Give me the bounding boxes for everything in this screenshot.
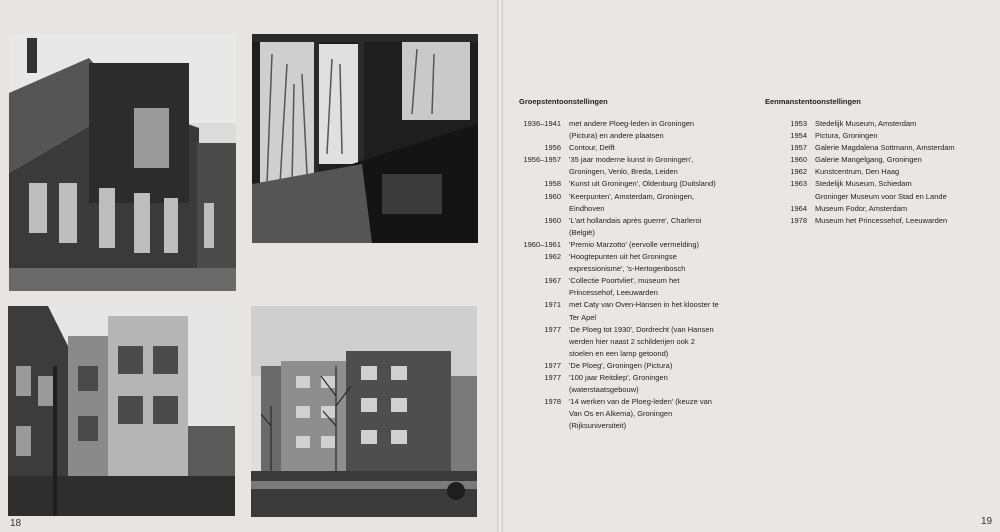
exhibition-row bbox=[765, 130, 1000, 142]
exhibition-row bbox=[519, 154, 769, 166]
exhibition-row bbox=[519, 408, 769, 420]
exhibition-year bbox=[765, 191, 807, 203]
group-exhibitions-list bbox=[519, 118, 769, 432]
exhibition-year bbox=[519, 263, 561, 275]
exhibition-text: werden hier naast 2 schilderijen ook 2 bbox=[569, 336, 695, 346]
exhibition-row bbox=[519, 203, 769, 215]
exhibition-text: expressionisme', 's-Hertogenbosch bbox=[569, 264, 686, 274]
exhibition-text: Museum het Princessehof, Leeuwarden bbox=[815, 215, 948, 225]
exhibition-year: 1953 bbox=[790, 119, 807, 128]
exhibition-text: met Caty van Oven-Hansen in het klooster te bbox=[569, 300, 719, 310]
photo-brick-house bbox=[9, 33, 236, 291]
exhibition-row bbox=[765, 154, 1000, 166]
exhibition-year: 1977 bbox=[544, 324, 561, 334]
exhibition-year: 1978 bbox=[544, 397, 561, 407]
exhibition-text: Eindhoven bbox=[569, 203, 605, 213]
exhibition-row bbox=[519, 178, 769, 190]
exhibition-text: Ter Apel bbox=[569, 312, 597, 322]
exhibition-year: 1963 bbox=[790, 179, 807, 189]
exhibition-year: 1960 bbox=[544, 191, 561, 201]
exhibition-text: (Rijksuniversiteit) bbox=[569, 421, 627, 431]
exhibition-row bbox=[519, 118, 769, 130]
exhibition-row bbox=[519, 251, 769, 263]
exhibition-row bbox=[519, 275, 769, 287]
exhibition-year bbox=[519, 166, 561, 178]
exhibition-row bbox=[519, 324, 769, 336]
exhibition-year: 1962 bbox=[790, 167, 807, 177]
exhibition-year: 1958 bbox=[544, 179, 561, 189]
page-number-left: 18 bbox=[10, 518, 22, 529]
exhibition-year bbox=[519, 227, 561, 239]
exhibition-row bbox=[765, 215, 1000, 227]
photo-street-houses bbox=[8, 306, 235, 516]
exhibition-text: stoelen en een lamp getoond) bbox=[569, 348, 669, 358]
exhibition-row bbox=[765, 142, 1000, 154]
exhibition-text: 'De Ploeg tot 1930', Dordrecht (van Hansen bbox=[569, 324, 714, 334]
exhibition-row bbox=[519, 263, 769, 275]
exhibition-row bbox=[519, 299, 769, 311]
exhibition-row bbox=[519, 372, 769, 384]
right-page bbox=[503, 0, 1000, 532]
exhibition-text: Contour, Delft bbox=[569, 143, 615, 153]
exhibition-row bbox=[519, 130, 769, 142]
exhibition-text: 'Hoogtepunten uit het Groningse bbox=[569, 252, 677, 262]
exhibition-year: 1962 bbox=[544, 252, 561, 262]
exhibition-row bbox=[519, 239, 769, 251]
exhibition-year: 1978 bbox=[790, 215, 807, 225]
exhibition-text: 'Collectie Poortvliet', museum het bbox=[569, 276, 680, 286]
exhibition-text: Groningen, Venlo, Breda, Leiden bbox=[569, 167, 678, 177]
exhibition-text: met andere Ploeg-leden in Groningen bbox=[569, 119, 695, 128]
exhibition-year: 1936–1941 bbox=[523, 119, 561, 128]
exhibition-row bbox=[519, 348, 769, 360]
photo-apartment-block bbox=[251, 306, 477, 517]
exhibition-text: 'Keerpunten', Amsterdam, Groningen, bbox=[569, 191, 695, 201]
exhibition-year: 1956–1957 bbox=[523, 155, 561, 165]
exhibition-text: (Pictura) en andere plaatsen bbox=[569, 131, 664, 141]
group-exhibitions-heading: Groepstentoonstellingen bbox=[519, 97, 608, 106]
exhibition-year: 1960 bbox=[790, 155, 807, 165]
exhibition-row bbox=[765, 118, 1000, 130]
exhibition-row bbox=[765, 203, 1000, 215]
exhibition-row bbox=[519, 336, 769, 348]
exhibition-row bbox=[519, 287, 769, 299]
exhibition-text: Stedelijk Museum, Schiedam bbox=[815, 179, 912, 189]
exhibition-row bbox=[519, 166, 769, 178]
exhibition-year bbox=[519, 408, 561, 420]
exhibition-text: (België) bbox=[569, 227, 595, 237]
exhibition-year: 1967 bbox=[544, 276, 561, 286]
exhibition-text: 'L'art hollandais après guerre', Charleroi bbox=[569, 215, 702, 225]
exhibition-text: Museum Fodor, Amsterdam bbox=[815, 203, 908, 213]
exhibition-year: 1956 bbox=[544, 143, 561, 153]
exhibition-text: Galerie Mangelgang, Groningen bbox=[815, 155, 922, 165]
exhibition-row bbox=[519, 360, 769, 372]
exhibition-year bbox=[519, 420, 561, 432]
exhibition-year: 1977 bbox=[544, 372, 561, 382]
exhibition-text: 'Premio Marzotto' (eervolle vermelding) bbox=[569, 239, 699, 249]
exhibition-text: Kunstcentrum, Den Haag bbox=[815, 167, 900, 177]
exhibition-row bbox=[519, 215, 769, 227]
left-page bbox=[0, 0, 497, 532]
exhibition-year bbox=[519, 130, 561, 142]
exhibition-row bbox=[765, 178, 1000, 190]
exhibition-row bbox=[519, 312, 769, 324]
exhibition-text: 'De Ploeg', Groningen (Pictura) bbox=[569, 360, 673, 370]
exhibition-row bbox=[519, 420, 769, 432]
exhibition-row bbox=[519, 142, 769, 154]
exhibition-row bbox=[519, 191, 769, 203]
exhibition-text: '35 jaar moderne kunst in Groningen', bbox=[569, 155, 694, 165]
exhibition-row bbox=[519, 396, 769, 408]
exhibition-row bbox=[519, 227, 769, 239]
exhibition-text: 'Kunst uit Groningen', Oldenburg (Duitsland) bbox=[569, 179, 716, 189]
exhibition-year: 1977 bbox=[544, 360, 561, 370]
exhibition-row bbox=[765, 166, 1000, 178]
solo-exhibitions-heading: Eenmanstentoonstellingen bbox=[765, 97, 861, 106]
exhibition-year bbox=[519, 312, 561, 324]
exhibition-year: 1960 bbox=[544, 215, 561, 225]
exhibition-text: (waterstaatsgebouw) bbox=[569, 385, 639, 395]
exhibition-text: Groninger Museum voor Stad en Lande bbox=[815, 191, 947, 201]
exhibition-text: Van Os en Alkema), Groningen bbox=[569, 409, 673, 419]
photo-interior-window bbox=[252, 34, 478, 243]
solo-exhibitions-list bbox=[765, 118, 1000, 227]
exhibition-year: 1964 bbox=[790, 203, 807, 213]
exhibition-year bbox=[519, 384, 561, 396]
exhibition-text: Galerie Magdalena Sottmann, Amsterdam bbox=[815, 143, 955, 153]
exhibition-row bbox=[519, 384, 769, 396]
exhibition-text: Pictura, Groningen bbox=[815, 131, 878, 141]
exhibition-text: Stedelijk Museum, Amsterdam bbox=[815, 119, 917, 128]
exhibition-row bbox=[765, 191, 1000, 203]
exhibition-year bbox=[519, 287, 561, 299]
exhibition-text: Princessehof, Leeuwarden bbox=[569, 288, 658, 298]
exhibition-year: 1957 bbox=[790, 143, 807, 153]
exhibition-text: '100 jaar Reitdiep', Groningen bbox=[569, 372, 668, 382]
exhibition-year: 1954 bbox=[790, 131, 807, 141]
exhibition-year bbox=[519, 203, 561, 215]
exhibition-year: 1960–1961 bbox=[523, 239, 561, 249]
page-number-right: 19 bbox=[981, 516, 993, 527]
exhibition-text: '14 werken van de Ploeg-leden' (keuze van bbox=[569, 397, 712, 407]
exhibition-year: 1971 bbox=[544, 300, 561, 310]
exhibition-year bbox=[519, 348, 561, 360]
exhibition-year bbox=[519, 336, 561, 348]
